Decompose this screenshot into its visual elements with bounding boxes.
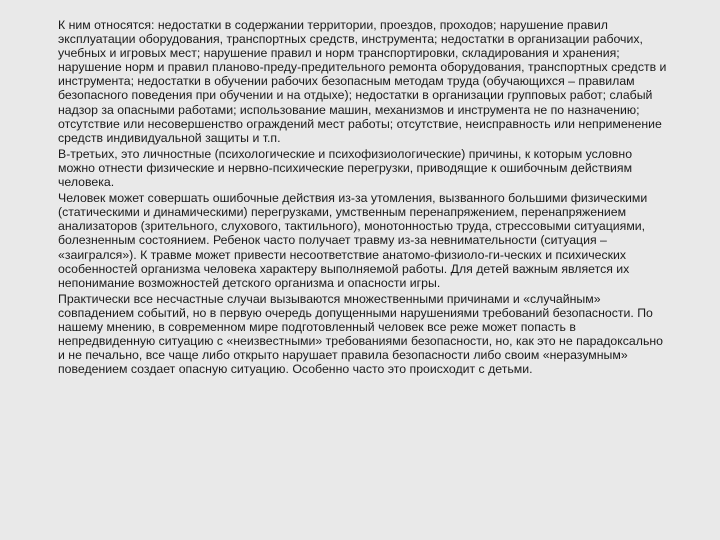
body-text: [58, 18, 670, 378]
paragraph-causes-list: К ним относятся: недостатки в содержании территории, проездов, проходов; нарушение правил эксплуатации оборудования, транспортных средств, инструмента; недостатки в организации рабочих, учебных и игровых мест; нарушение правил и норм транспортировки, складирования и хранения; нарушение норм и правил планово-преду-предительного ремонта оборудования, транспортных средств и инструмента; недостатки в обучении рабочих безопасным методам труда (обучающихся – правилам безопасного поведения при обучении и на отдыхе); недостатки в организации групповых работ; слабый надзор за опасными работами; использование машин, механизмов и инструмента не по назначению; отсутствие или несовершенство ограждений мест работы; отсутствие, неисправность или неприменение средств индивидуальной защиты и т.п.: [58, 18, 667, 145]
paragraph-accident-conclusion: Практически все несчастные случаи вызываются множественными причинами и «случайным» совпадением событий, но в первую очередь допущенными нарушениями требований безопасности. По нашему мнению, в современном мире подготовленный человек все реже может попасть в непредвиденную ситуацию с «неизвестными» требованиями безопасности, но, как это не парадоксально и не печально, все чаще либо открыто нарушает правила безопасности либо своим «неразумным» поведением создает опасную ситуацию. Особенно часто это происходит с детьми.: [58, 291, 663, 377]
paragraph-personal-causes: В-третьих, это личностные (психологические и психофизиологические) причины, к которым условно можно отнести физические и нервно-психические перегрузки, приводящие к ошибочным действиям человека.: [58, 146, 633, 190]
paragraph-human-errors: Человек может совершать ошибочные действия из-за утомления, вызванного большими физическими (статическими и динамическими) перегрузками, умственным перенапряжением, перенапряжением анализаторов (зрительного, слухового, тактильного), монотонностью труда, стрессовыми ситуациями, болезненным состоянием. Ребенок часто получает травму из-за невнимательности (ситуация – «заигрался»). К травме может привести несоответствие анатомо-физиоло-ги-ческих и психических особенностей организма человека характеру выполняемой работы. Для детей важным является их непонимание возможностей детского организма и опасности игры.: [58, 191, 648, 290]
